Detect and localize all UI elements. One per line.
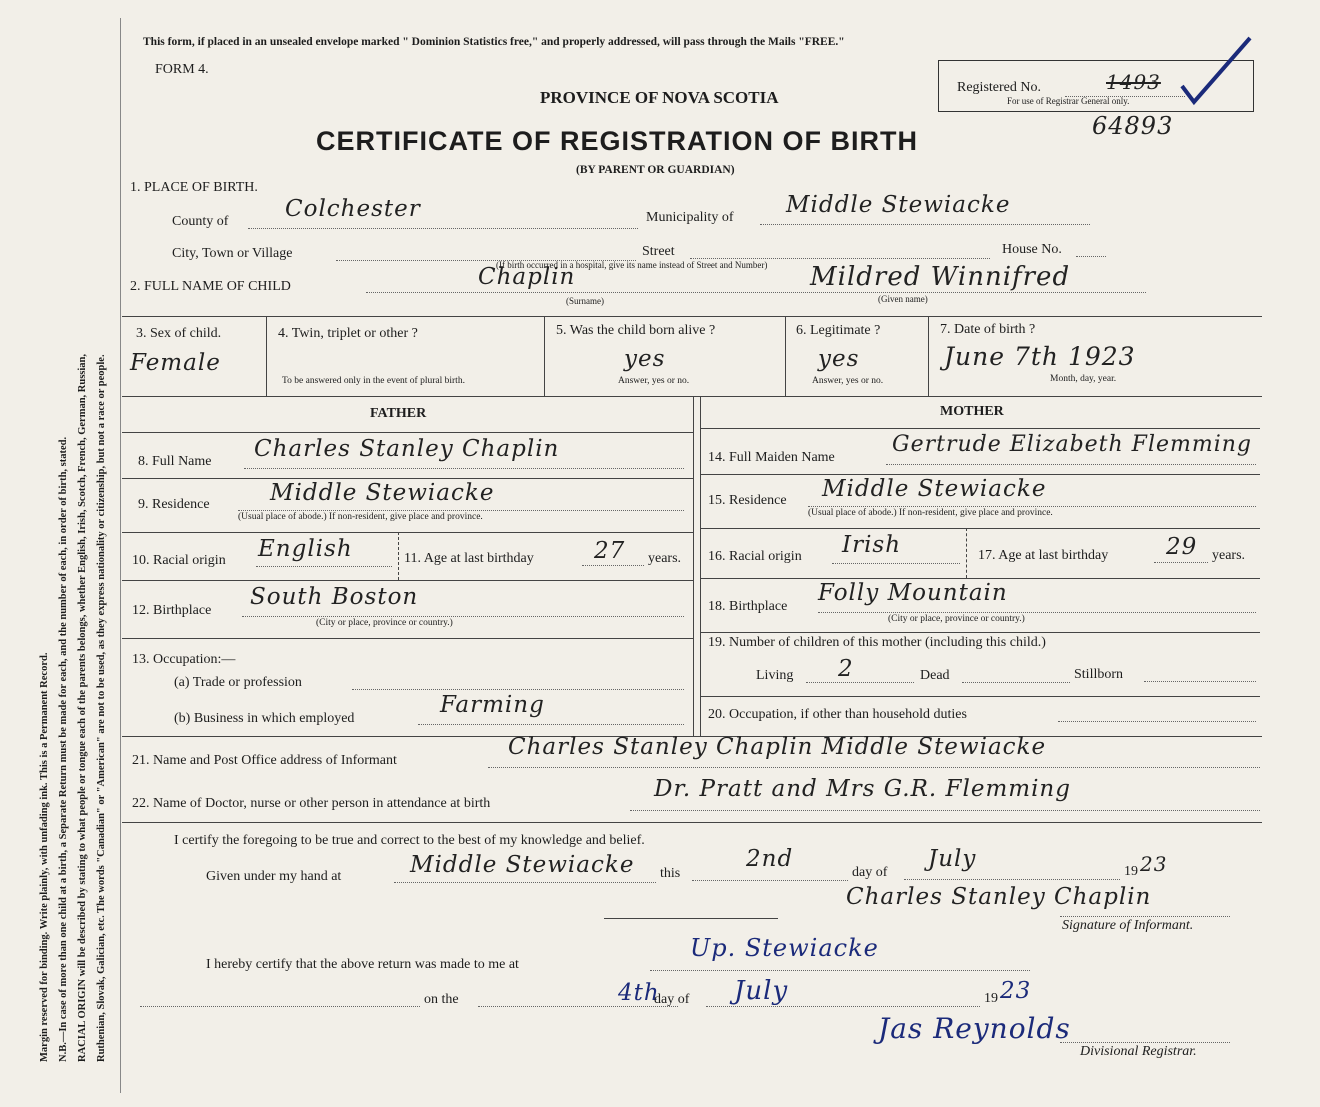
- this-label: this: [660, 866, 681, 881]
- municipality-value: Middle Stewiacke: [786, 192, 1011, 218]
- certify-month-value: July: [928, 846, 977, 872]
- street-label: Street: [642, 244, 675, 259]
- municipality-line: [760, 224, 1090, 225]
- mother-birthplace-label: 18. Birthplace: [708, 599, 788, 614]
- father-racial-label: 10. Racial origin: [132, 553, 226, 568]
- stillborn-label: Stillborn: [1074, 667, 1124, 682]
- registrar-day-of-label: day of: [654, 992, 690, 1007]
- registrar-signature: Jas Reynolds: [878, 1012, 1071, 1045]
- business-value: Farming: [440, 692, 545, 718]
- dob-value: June 7th 1923: [944, 342, 1136, 371]
- doctor-line: [630, 810, 1260, 811]
- certify-statement: I certify the foregoing to be true and correct to the best of my knowledge and belief.: [174, 833, 645, 848]
- father-name-line: [244, 468, 684, 469]
- father-name-label: 8. Full Name: [138, 454, 212, 469]
- informant-value: Charles Stanley Chaplin Middle Stewiacke: [508, 734, 1047, 760]
- mother-heading: MOTHER: [940, 404, 1004, 419]
- father-racial-line: [256, 566, 392, 567]
- father-age-label: 11. Age at last birthday: [404, 551, 534, 566]
- mother-rule-2: [700, 474, 1260, 475]
- mother-racial-label: 16. Racial origin: [708, 549, 802, 564]
- given-under-label: Given under my hand at: [206, 869, 342, 884]
- signature-line: [1060, 916, 1230, 917]
- registrar-year-value: 23: [1000, 978, 1032, 1004]
- occupation-label: 13. Occupation:—: [132, 652, 236, 667]
- hospital-note: (If birth occurred in a hospital, give its name instead of Street and Number): [496, 260, 768, 270]
- twin-note: To be answered only in the event of plural birth.: [282, 376, 465, 386]
- father-birthplace-line: [242, 616, 684, 617]
- registered-note: For use of Registrar General only.: [1007, 96, 1130, 106]
- doctor-value: Dr. Pratt and Mrs G.R. Flemming: [654, 776, 1071, 802]
- mother-age-label: 17. Age at last birthday: [978, 548, 1109, 563]
- registrar-place-line: [650, 970, 1030, 971]
- mother-birthplace-line: [818, 612, 1256, 613]
- on-the-label: on the: [424, 992, 459, 1007]
- dead-line: [962, 682, 1070, 683]
- father-years-label: years.: [648, 551, 682, 566]
- alive-value: yes: [624, 346, 666, 372]
- trade-line: [352, 689, 684, 690]
- father-rule-1: [122, 432, 693, 433]
- father-residence-line: [238, 510, 684, 511]
- children-label: 19. Number of children of this mother (including this child.): [708, 635, 1046, 650]
- business-line: [418, 724, 684, 725]
- child-name-label: 2. FULL NAME OF CHILD: [130, 279, 291, 294]
- surname-note: (Surname): [566, 296, 604, 306]
- father-age-line: [582, 565, 644, 566]
- given-place-line: [394, 882, 656, 883]
- mother-occupation-line: [1058, 721, 1256, 722]
- living-line: [806, 682, 914, 683]
- mother-residence-label: 15. Residence: [708, 493, 787, 508]
- informant-line: [488, 767, 1260, 768]
- registered-label: Registered No.: [957, 80, 1041, 95]
- certify-year-value: 23: [1140, 852, 1168, 876]
- house-line: [1076, 256, 1106, 257]
- mother-name-label: 14. Full Maiden Name: [708, 450, 835, 465]
- registered-extra-number: 64893: [1092, 112, 1174, 140]
- certificate-title: CERTIFICATE OF REGISTRATION OF BIRTH: [316, 126, 918, 156]
- mother-age-line: [1154, 562, 1208, 563]
- given-place-value: Middle Stewiacke: [410, 852, 635, 878]
- child-given-name: Mildred Winnifred: [810, 262, 1071, 292]
- living-label: Living: [756, 668, 794, 683]
- row3-divider-4: [928, 316, 929, 396]
- registrar-day-line: [478, 1006, 678, 1007]
- father-name-value: Charles Stanley Chaplin: [254, 436, 560, 462]
- father-rule-4: [122, 580, 693, 581]
- county-value: Colchester: [285, 196, 421, 222]
- doctor-bottom-rule: [122, 822, 1262, 823]
- father-birthplace-value: South Boston: [250, 584, 419, 610]
- place-of-birth-label: 1. PLACE OF BIRTH.: [130, 180, 258, 195]
- on-the-leading-line: [140, 1006, 420, 1007]
- margin-rule: [120, 18, 121, 1093]
- registrar-place-value: Up. Stewiacke: [690, 934, 879, 962]
- mother-name-line: [886, 464, 1256, 465]
- province-heading: PROVINCE OF NOVA SCOTIA: [540, 88, 779, 107]
- row3-divider-3: [785, 316, 786, 396]
- mother-residence-value: Middle Stewiacke: [822, 476, 1047, 502]
- living-value: 2: [838, 656, 854, 682]
- mother-years-label: years.: [1212, 548, 1246, 563]
- informant-signature: Charles Stanley Chaplin: [846, 884, 1152, 910]
- mother-age-divider: [966, 528, 967, 578]
- father-rule-5: [122, 638, 693, 639]
- dead-label: Dead: [920, 668, 950, 683]
- dob-note: Month, day, year.: [1050, 374, 1117, 384]
- mother-age-value: 29: [1166, 534, 1198, 560]
- registrar-signature-label: Divisional Registrar.: [1080, 1044, 1197, 1059]
- county-label: County of: [172, 214, 229, 229]
- margin-line-1: Margin reserved for binding. Write plainly, with unfading ink. This is a Permanent Record.: [39, 652, 50, 1062]
- father-heading: FATHER: [370, 406, 427, 421]
- parent-divider-left: [693, 396, 694, 736]
- sex-label: 3. Sex of child.: [136, 326, 222, 341]
- father-birthplace-label: 12. Birthplace: [132, 603, 212, 618]
- registrar-month-line: [706, 1006, 980, 1007]
- municipality-label: Municipality of: [646, 210, 734, 225]
- registrar-statement: I hereby certify that the above return was made to me at: [206, 957, 519, 972]
- form-number: FORM 4.: [155, 62, 209, 77]
- mother-name-value: Gertrude Elizabeth Flemming: [892, 432, 1253, 457]
- trade-label: (a) Trade or profession: [174, 675, 302, 690]
- doctor-label: 22. Name of Doctor, nurse or other person in attendance at birth: [132, 796, 491, 811]
- mother-rule-1: [700, 428, 1260, 429]
- mother-occupation-label: 20. Occupation, if other than household duties: [708, 707, 967, 722]
- check-mark-icon: [1180, 30, 1260, 110]
- registrar-signature-line: [1060, 1042, 1230, 1043]
- father-racial-value: English: [258, 536, 353, 562]
- registrar-day-value: 4th: [618, 980, 660, 1006]
- margin-line-2: N.B.—In case of more than one child at a birth, a Separate Return must be made for each, and the number of each, in order of birth, stated.: [58, 436, 69, 1062]
- mother-rule-4: [700, 578, 1260, 579]
- given-note: (Given name): [878, 294, 928, 304]
- mother-racial-value: Irish: [842, 532, 902, 558]
- registered-number: 1493: [1106, 70, 1161, 94]
- father-rule-2: [122, 478, 693, 479]
- informant-label: 21. Name and Post Office address of Informant: [132, 753, 397, 768]
- child-surname: Chaplin: [478, 264, 576, 290]
- legitimate-label: 6. Legitimate ?: [796, 323, 881, 338]
- mother-residence-line: [808, 506, 1256, 507]
- county-line: [248, 228, 638, 229]
- father-rule-3: [122, 532, 693, 533]
- father-age-value: 27: [594, 538, 626, 564]
- signature-short-rule: [604, 918, 778, 919]
- mother-racial-line: [832, 563, 960, 564]
- margin-line-3: RACIAL ORIGIN will be described by stating to what people or tongue each of the parents belongs, whether English, Irish, Scotch, French, German, Russian,: [77, 353, 88, 1062]
- street-line: [690, 258, 990, 259]
- legitimate-note: Answer, yes or no.: [812, 376, 884, 386]
- father-birthplace-note: (City or place, province or country.): [316, 618, 453, 628]
- mother-birthplace-note: (City or place, province or country.): [888, 614, 1025, 624]
- parent-divider-right: [700, 396, 701, 736]
- row3-bottom-rule: [122, 396, 1262, 397]
- business-label: (b) Business in which employed: [174, 711, 355, 726]
- certificate-subtitle: (BY PARENT OR GUARDIAN): [576, 164, 735, 176]
- father-age-divider: [398, 532, 399, 580]
- registrar-year-prefix: 19: [984, 991, 998, 1006]
- dob-label: 7. Date of birth ?: [940, 322, 1036, 337]
- signature-label: Signature of Informant.: [1062, 918, 1194, 933]
- row3-top-rule: [122, 316, 1262, 317]
- stillborn-line: [1144, 681, 1256, 682]
- mother-residence-note: (Usual place of abode.) If non-resident, give place and province.: [808, 508, 1053, 518]
- certify-day-line: [692, 880, 848, 881]
- mother-birthplace-value: Folly Mountain: [818, 580, 1008, 606]
- city-label: City, Town or Village: [172, 246, 293, 261]
- legitimate-value: yes: [818, 346, 860, 372]
- father-residence-note: (Usual place of abode.) If non-resident, give place and province.: [238, 512, 483, 522]
- registrar-month-value: July: [734, 976, 789, 1006]
- margin-line-4: Ruthenian, Slovak, Galician, etc. The words "Canadian" or "American" are not to be used, as they express nationality or citizenship, but not a race or people.: [96, 354, 107, 1062]
- house-label: House No.: [1002, 242, 1062, 257]
- certify-month-line: [904, 879, 1120, 880]
- child-name-line: [366, 292, 1146, 293]
- row3-divider-1: [266, 316, 267, 396]
- mother-rule-6: [700, 696, 1260, 697]
- sex-value: Female: [130, 350, 221, 376]
- row3-divider-2: [544, 316, 545, 396]
- mail-notice: This form, if placed in an unsealed envelope marked " Dominion Statistics free," and properly addressed, will pass through the Mails "FREE.": [143, 36, 845, 48]
- twin-label: 4. Twin, triplet or other ?: [278, 326, 418, 341]
- mother-rule-5: [700, 632, 1260, 633]
- father-residence-label: 9. Residence: [138, 497, 210, 512]
- certify-day-of-label: day of: [852, 865, 888, 880]
- mother-rule-3: [700, 528, 1260, 529]
- father-residence-value: Middle Stewiacke: [270, 480, 495, 506]
- certify-day-value: 2nd: [746, 846, 794, 872]
- alive-note: Answer, yes or no.: [618, 376, 690, 386]
- alive-label: 5. Was the child born alive ?: [556, 323, 716, 338]
- certify-year-prefix: 19: [1124, 864, 1138, 879]
